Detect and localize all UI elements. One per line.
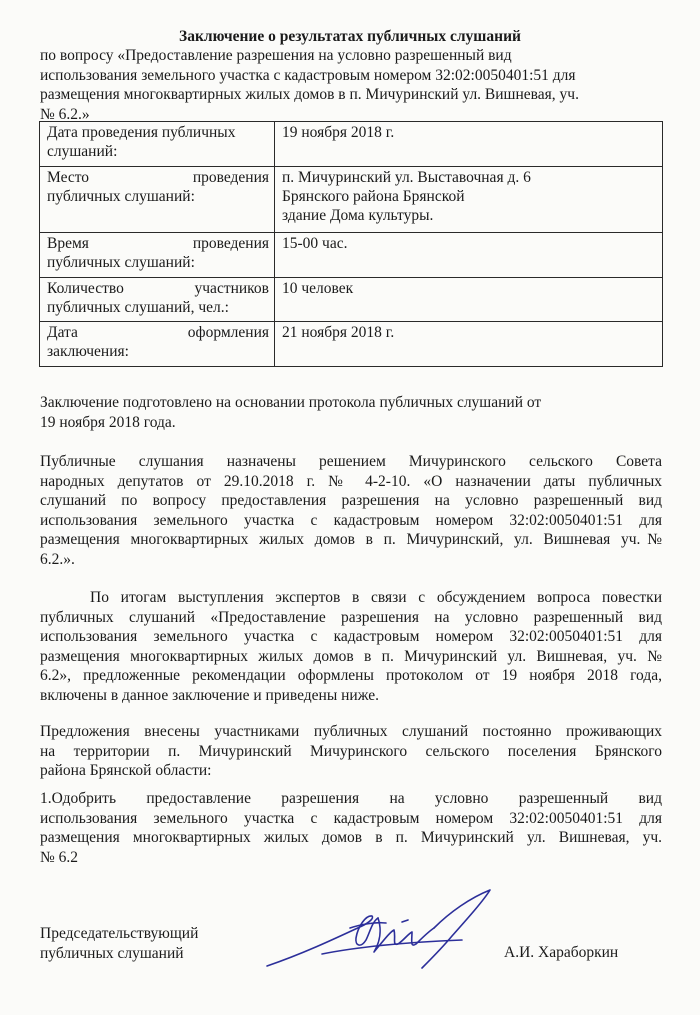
table-row: [40, 278, 663, 322]
key-text: Дата проведения публичных: [47, 124, 236, 141]
paragraph-appointment: [40, 452, 662, 569]
paragraph-line: 1.Одобрить предоставление разрешения на условно разрешенный вид: [40, 790, 662, 807]
signatory-title-line: Председательствующий: [40, 925, 199, 942]
handwritten-signature: [262, 882, 502, 972]
key-text: участников: [194, 280, 269, 297]
value-text: 21 ноября 2018 г.: [282, 324, 395, 341]
key-text: Место: [47, 169, 90, 186]
table-row: [40, 167, 663, 233]
key-text: Время: [47, 235, 89, 252]
paragraph-results: [40, 588, 662, 705]
document-title: Заключение о результатах публичных слушаний: [179, 28, 521, 45]
table-key-cell: [40, 122, 275, 167]
table-key-cell: [40, 233, 275, 278]
paragraph-line: Предложения внесены участниками публичных слушаний постоянно проживающих: [40, 723, 662, 740]
table-value-cell: [275, 122, 663, 167]
key-text: публичных слушаний, чел.:: [47, 299, 229, 316]
table-value-cell: [275, 233, 663, 278]
key-text: публичных слушаний:: [47, 254, 195, 271]
table-row: [40, 233, 663, 278]
paragraph-line: 19 ноября 2018 года.: [40, 413, 176, 431]
paragraph-line: использования земельного участка с кадастровым номером 32:02:0050401:51 для: [40, 809, 662, 827]
key-text: оформления: [187, 324, 269, 341]
paragraph-line: использования земельного участка с кадастровым номером 32:02:0050401:51 для: [40, 511, 662, 529]
paragraph-line: Заключение подготовлено на основании протокола публичных слушаний от: [40, 394, 542, 411]
value-text: 15-00 час.: [282, 235, 348, 252]
paragraph-proposals: [40, 722, 662, 781]
paragraph-line: включены в данное заключение и приведены ниже.: [40, 686, 379, 704]
value-text: 19 ноября 2018 г.: [282, 124, 395, 141]
value-text: Брянского района Брянской: [282, 188, 465, 205]
table-value-cell: [275, 167, 663, 233]
subject-line: по вопросу «Предоставление разрешения на условно разрешенный вид: [40, 47, 512, 64]
signatory-title: [40, 924, 198, 963]
paragraph-line: народных депутатов от 29.10.2018 г. № 4-2-10. «О назначении даты публичных: [40, 472, 662, 490]
paragraph-line: слушаний по вопросу предоставления разрешения на условно разрешенный вид: [40, 492, 662, 509]
document-subject: [40, 46, 662, 124]
key-text: Количество: [47, 280, 124, 297]
table-value-cell: [275, 322, 663, 367]
key-text: публичных слушаний:: [47, 188, 195, 205]
key-text: проведения: [192, 235, 269, 252]
hearing-info-table: [39, 121, 663, 367]
value-text: 10 человек: [282, 280, 354, 297]
paragraph-line: на территории п. Мичуринский Мичуринского сельского поселения Брянского: [40, 742, 662, 760]
paragraph-basis: [40, 393, 662, 432]
paragraph-line: публичных слушаний «Предоставление разрешения на условно разрешенный вид: [40, 608, 662, 626]
key-text: Дата: [47, 324, 78, 341]
paragraph-decision: [40, 789, 662, 867]
paragraph-line: По итогам выступления экспертов в связи с обсуждением вопроса повестки: [90, 589, 662, 606]
table-value-cell: [275, 278, 663, 322]
value-text: здание Дома культуры.: [282, 207, 434, 224]
signatory-name: А.И. Хараборкин: [504, 944, 619, 961]
paragraph-line: № 6.2: [40, 848, 79, 866]
table-key-cell: [40, 278, 275, 322]
subject-line: использования земельного участка с кадастровым номером 32:02:0050401:51 для: [40, 66, 576, 84]
paragraph-line: 6.2.».: [40, 550, 75, 568]
key-text: слушаний:: [47, 143, 118, 160]
paragraph-line: размещения многоквартирных жилых домов в п. Мичуринский ул. Вишневая, уч.: [40, 829, 662, 846]
key-text: заключения:: [47, 343, 129, 360]
table-row: [40, 122, 663, 167]
key-text: проведения: [192, 169, 269, 186]
paragraph-line: размещения многоквартирных жилых домов в п. Мичуринский ул. Вишневая, уч. №: [40, 647, 662, 665]
table-key-cell: [40, 322, 275, 367]
paragraph-line: использования земельного участка с кадастровым номером 32:02:0050401:51 для: [40, 628, 662, 645]
table-key-cell: [40, 167, 275, 233]
paragraph-line: размещения многоквартирных жилых домов в п. Мичуринский, ул. Вишневая уч.№: [40, 531, 662, 548]
table-row: [40, 322, 663, 367]
paragraph-line: района Брянской области:: [40, 762, 212, 779]
subject-line: № 6.2.»: [40, 105, 90, 123]
subject-line: размещения многоквартирных жилых домов в п. Мичуринский ул. Вишневая, уч.: [40, 86, 579, 103]
paragraph-line: 6.2», предложенные рекомендации оформлены протоколом от 19 ноября 2018 года,: [40, 667, 662, 684]
signatory-title-line: публичных слушаний: [40, 944, 184, 962]
value-text: п. Мичуринский ул. Выставочная д. 6: [282, 169, 531, 186]
paragraph-line: Публичные слушания назначены решением Мичуринского сельского Совета: [40, 453, 662, 470]
